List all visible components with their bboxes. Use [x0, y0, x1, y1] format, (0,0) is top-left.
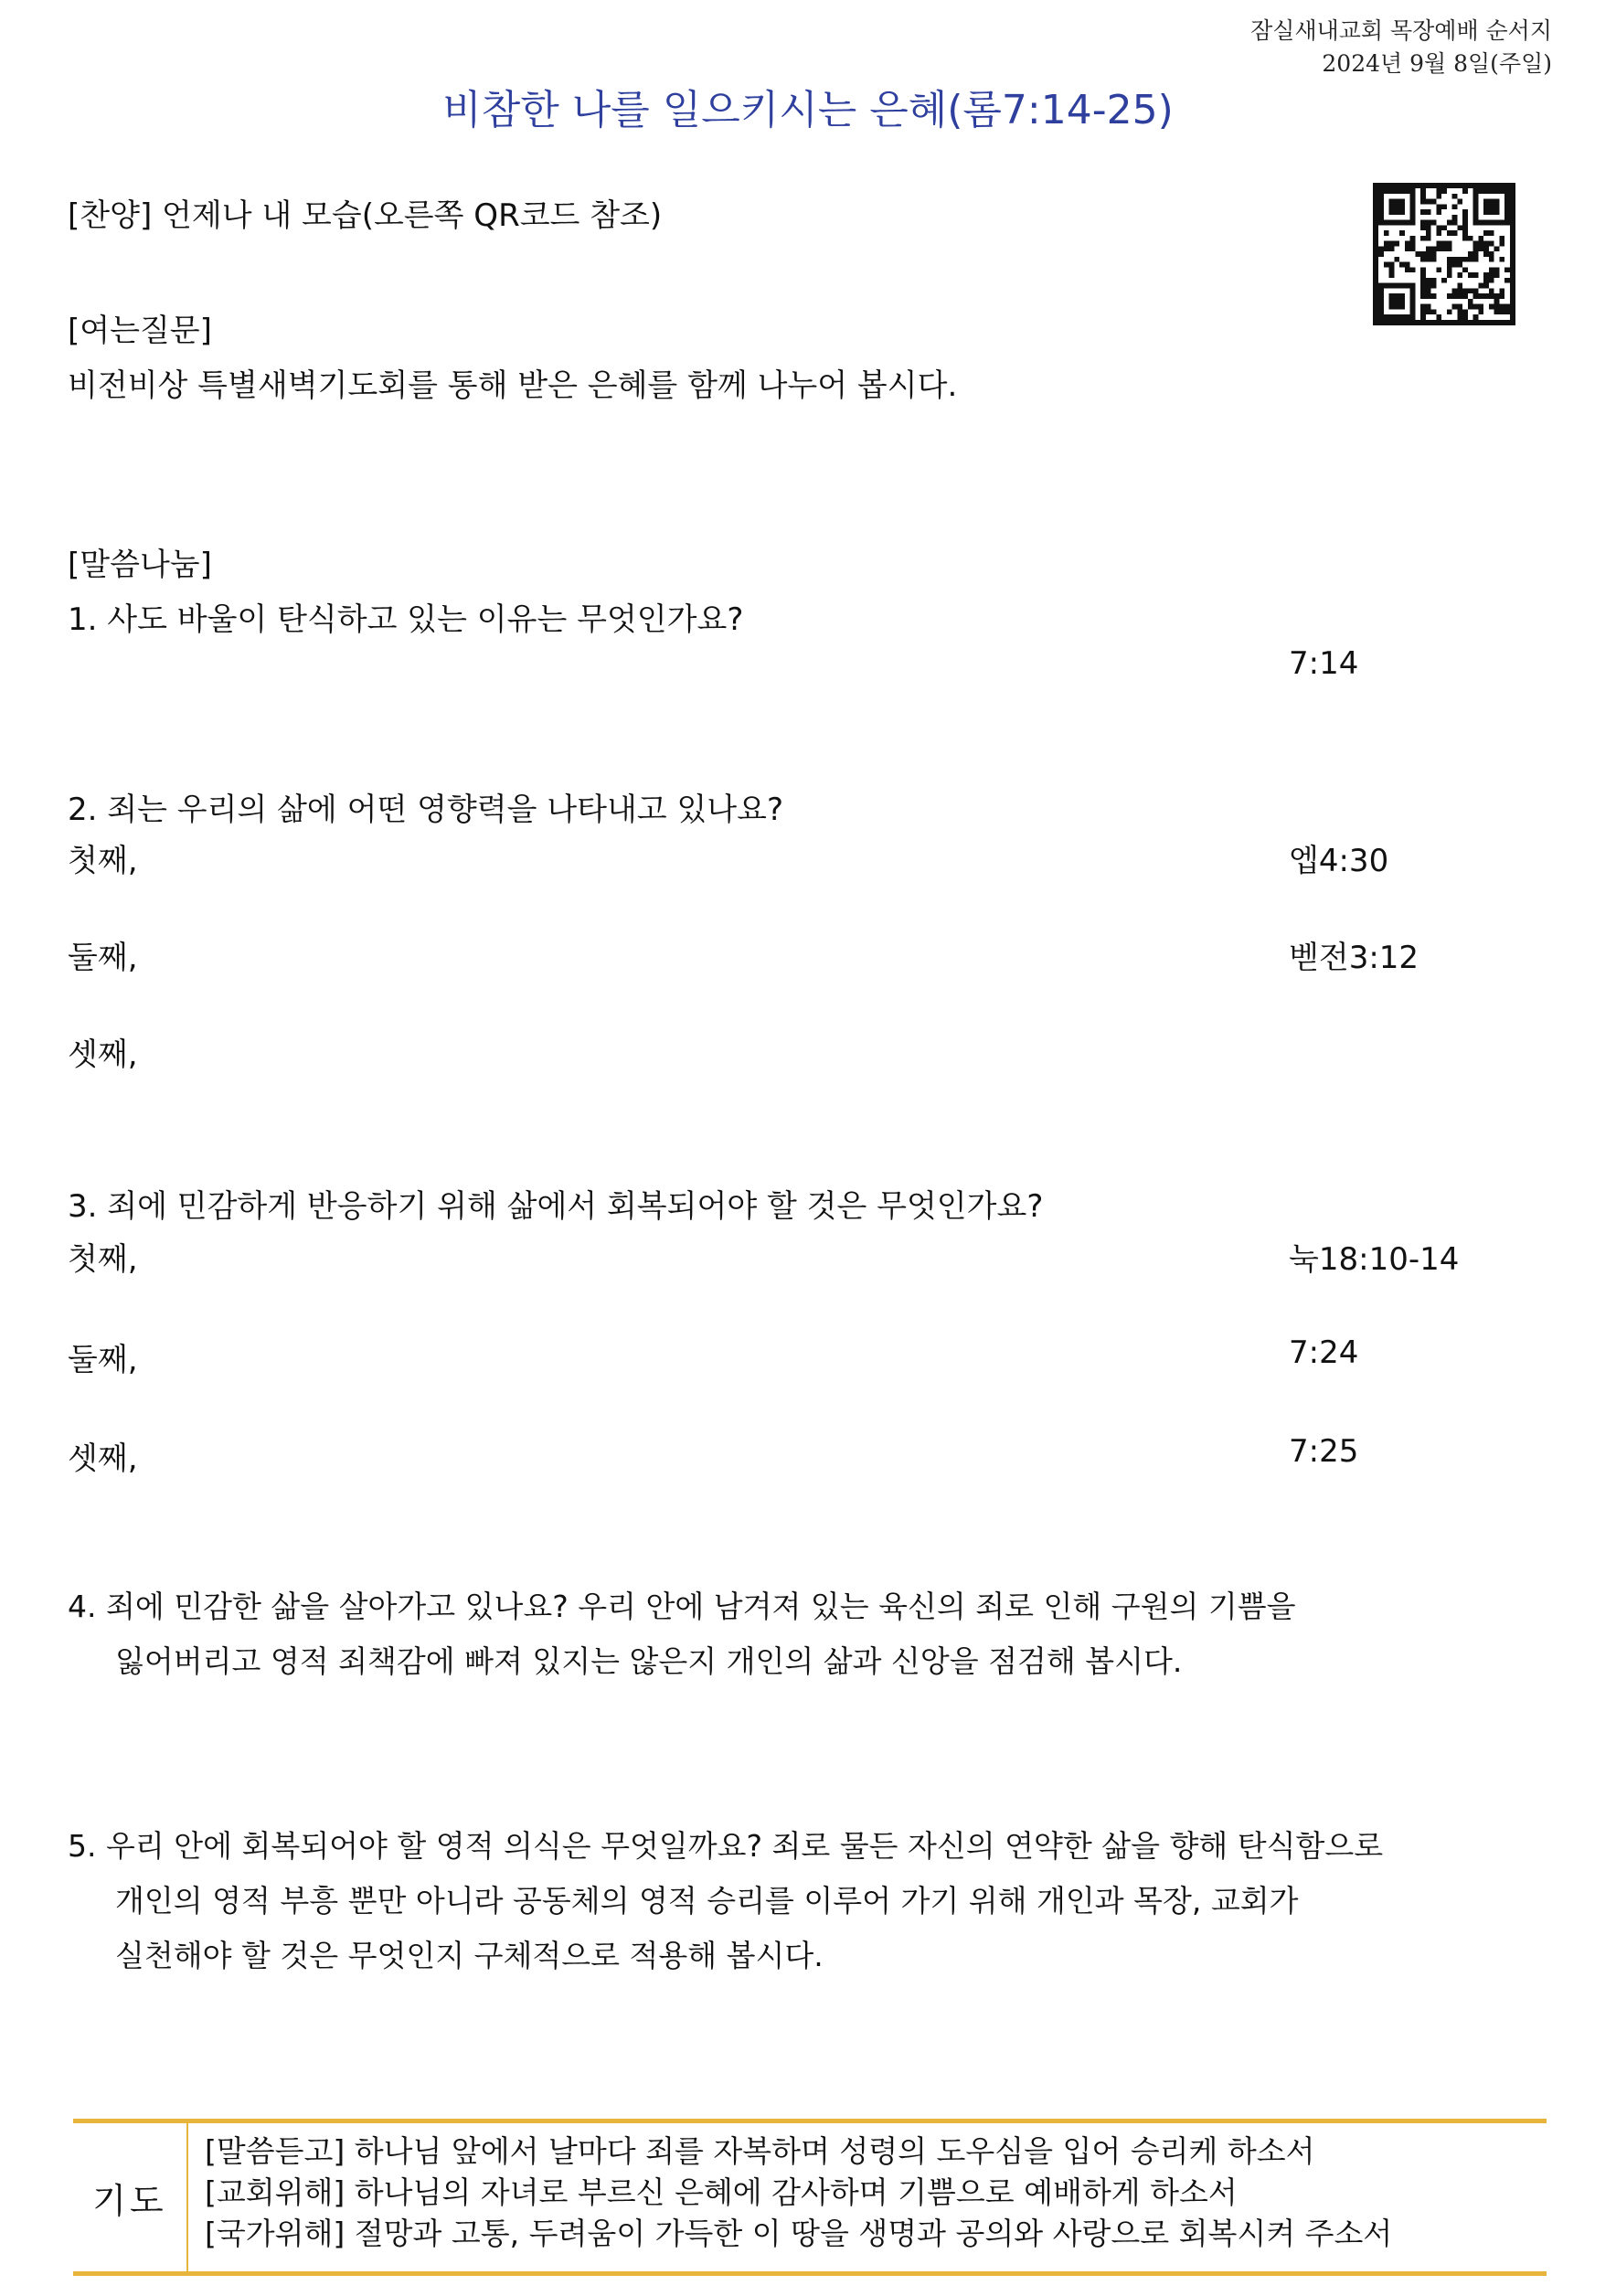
- question-5-line-1: 5. 우리 안에 회복되어야 할 영적 의식은 무엇일까요? 죄로 물든 자신의 연약한 삶을 향해 탄식함으로: [68, 1828, 1384, 1864]
- praise-line: [찬양] 언제나 내 모습(오른쪽 QR코드 참조): [68, 197, 663, 234]
- question-4-line-1: 4. 죄에 민감한 삶을 살아가고 있나요? 우리 안에 남겨져 있는 육신의 죄로 인해 구원의 기쁨을: [68, 1589, 1296, 1624]
- question-2-item-3: 셋째,: [68, 1036, 138, 1073]
- question-3-item-1: 첫째,: [68, 1241, 138, 1278]
- question-1-ref: 7:14: [1289, 645, 1359, 682]
- header-date: 2024년 9월 8일(주일): [1322, 50, 1552, 77]
- prayer-box: [73, 2119, 1547, 2276]
- question-5-line-3: 실천해야 할 것은 무엇인지 구체적으로 적용해 봅시다.: [115, 1938, 824, 1973]
- prayer-line-3: [국가위해] 절망과 고통, 두려움이 가득한 이 땅을 생명과 공의와 사랑으로 회복시켜 주소서: [205, 2216, 1393, 2251]
- question-2-item-2-ref: 벧전3:12: [1289, 940, 1419, 976]
- qr-code-icon[interactable]: [1373, 183, 1515, 325]
- prayer-lines: [205, 2131, 1547, 2254]
- question-3-item-3: 셋째,: [68, 1440, 138, 1477]
- prayer-label: 기도: [73, 2123, 188, 2271]
- opening-heading: [여는질문]: [68, 313, 212, 349]
- question-2: 2. 죄는 우리의 삶에 어떤 영향력을 나타내고 있나요?: [68, 792, 784, 828]
- opening-text: 비전비상 특별새벽기도회를 통해 받은 은혜를 함께 나누어 봅시다.: [68, 367, 958, 404]
- question-3-item-1-ref: 눅18:10-14: [1289, 1241, 1460, 1278]
- question-5-line-2: 개인의 영적 부흥 뿐만 아니라 공동체의 영적 승리를 이루어 가기 위해 개인과 목장, 교회가: [115, 1883, 1299, 1919]
- prayer-line-2: [교회위해] 하나님의 자녀로 부르신 은혜에 감사하며 기쁨으로 예배하게 하소서: [205, 2174, 1238, 2210]
- question-2-item-1: 첫째,: [68, 843, 138, 879]
- question-2-item-1-ref: 엡4:30: [1289, 843, 1389, 879]
- question-3-item-3-ref: 7:25: [1289, 1433, 1359, 1470]
- question-2-item-2: 둘째,: [68, 940, 138, 976]
- question-4-line-2: 잃어버리고 영적 죄책감에 빠져 있지는 않은지 개인의 삶과 신앙을 점검해 봅시다.: [115, 1643, 1183, 1679]
- question-3: 3. 죄에 민감하게 반응하기 위해 삶에서 회복되어야 할 것은 무엇인가요?: [68, 1188, 1044, 1225]
- question-3-item-2: 둘째,: [68, 1342, 138, 1378]
- prayer-line-1: [말씀듣고] 하나님 앞에서 날마다 죄를 자복하며 성령의 도우심을 입어 승리케 하소서: [205, 2133, 1315, 2169]
- sharing-heading: [말씀나눔]: [68, 547, 212, 583]
- question-1: 1. 사도 바울이 탄식하고 있는 이유는 무엇인가요?: [68, 601, 744, 638]
- header-church: 잠실새내교회 목장예배 순서지: [1250, 17, 1552, 44]
- question-3-item-2-ref: 7:24: [1289, 1334, 1359, 1371]
- page-title: 비참한 나를 일으키시는 은혜(롬7:14-25): [442, 87, 1174, 133]
